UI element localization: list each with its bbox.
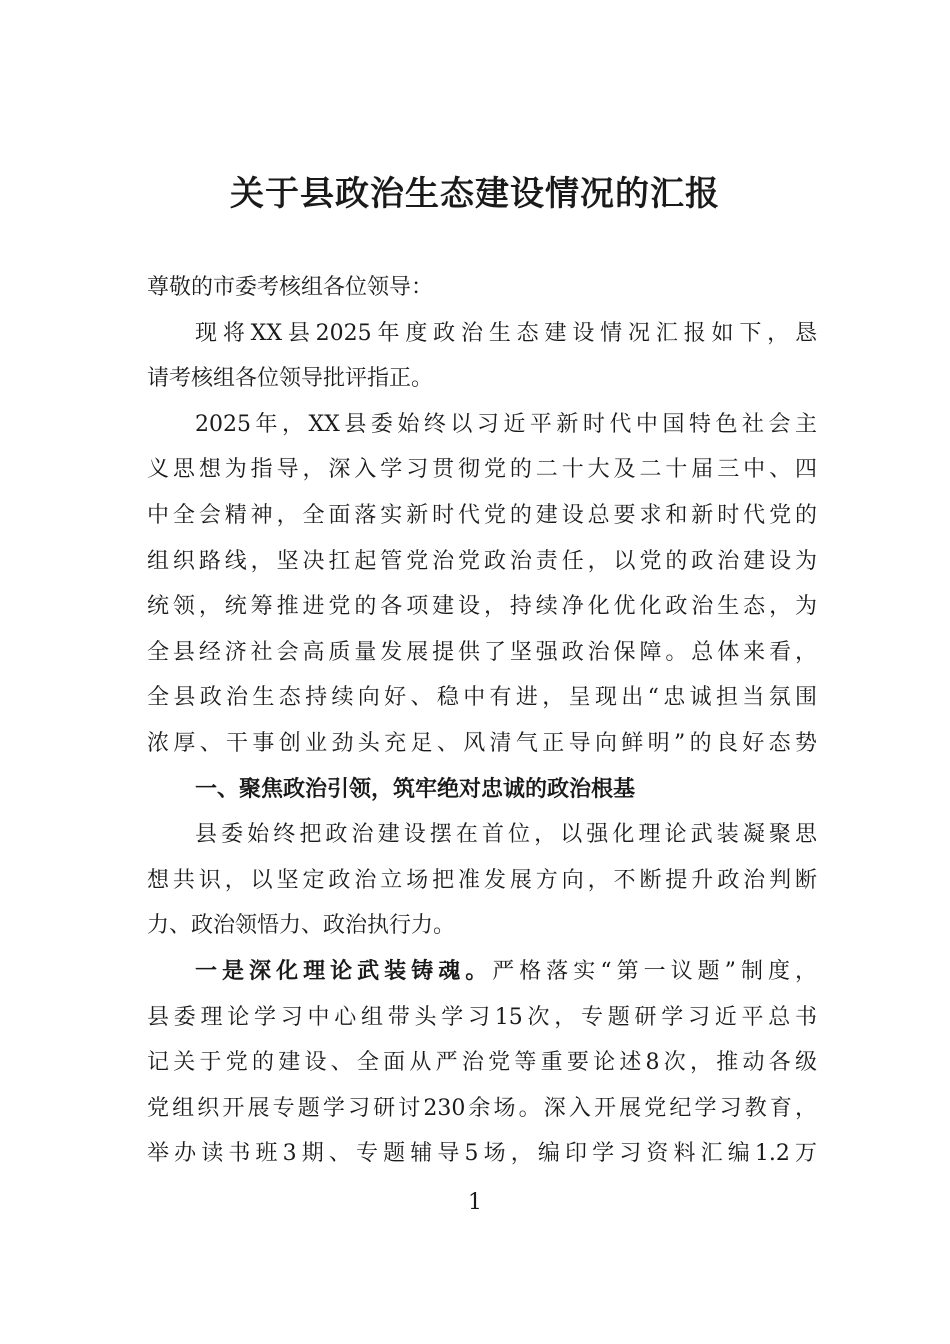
paragraph-line: 义思想为指导，深入学习贯彻党的二十大及二十届三中、四 (147, 457, 817, 483)
paragraph-line: 请考核组各位领导批评指正。 (147, 366, 434, 392)
paragraph-line: 县委始终把政治建设摆在首位，以强化理论武装凝聚思 (195, 822, 817, 848)
paragraph-line: 想共识，以坚定政治立场把准发展方向，不断提升政治判断 (147, 867, 817, 893)
paragraph-line: 中全会精神，全面落实新时代党的建设总要求和新时代党的 (147, 502, 817, 528)
paragraph-line: 县委理论学习中心组带头学习15次，专题研学习近平总书 (147, 1004, 817, 1030)
point-lead: 一是深化理论武装铸魂。 (195, 957, 493, 984)
paragraph-line: 现将XX县2025年度政治生态建设情况汇报如下，恳 (195, 320, 817, 346)
paragraph-line: 记关于党的建设、全面从严治党等重要论述8次，推动各级 (147, 1050, 817, 1076)
paragraph-line: 举办读书班3期、专题辅导5场，编印学习资料汇编1.2万 (147, 1141, 817, 1167)
paragraph-line: 统领，统筹推进党的各项建设，持续净化优化政治生态，为 (147, 594, 817, 620)
paragraph-line: 全县经济社会高质量发展提供了坚强政治保障。总体来看， (147, 639, 817, 665)
paragraph-line: 2025年，XX县委始终以习近平新时代中国特色社会主 (195, 411, 817, 437)
document-title: 关于县政治生态建设情况的汇报 (230, 174, 720, 214)
document-body (147, 265, 817, 1177)
page-number: 1 (468, 1190, 482, 1215)
paragraph-line: 力、政治领悟力、政治执行力。 (147, 913, 456, 939)
paragraph-line (147, 949, 817, 995)
point-text: 严格落实“第一议题”制度， (492, 958, 817, 984)
section-heading: 一、聚焦政治引领，筑牢绝对忠诚的政治根基 (195, 775, 636, 802)
salutation: 尊敬的市委考核组各位领导： (147, 275, 434, 300)
paragraph-line: 浓厚、干事创业劲头充足、风清气正导向鲜明”的良好态势 (147, 730, 817, 756)
paragraph-line: 组织路线，坚决扛起管党治党政治责任，以党的政治建设为 (147, 548, 817, 574)
paragraph-line: 全县政治生态持续向好、稳中有进，呈现出“忠诚担当氛围 (147, 685, 817, 711)
paragraph-line: 党组织开展专题学习研讨230余场。深入开展党纪学习教育， (147, 1095, 817, 1121)
